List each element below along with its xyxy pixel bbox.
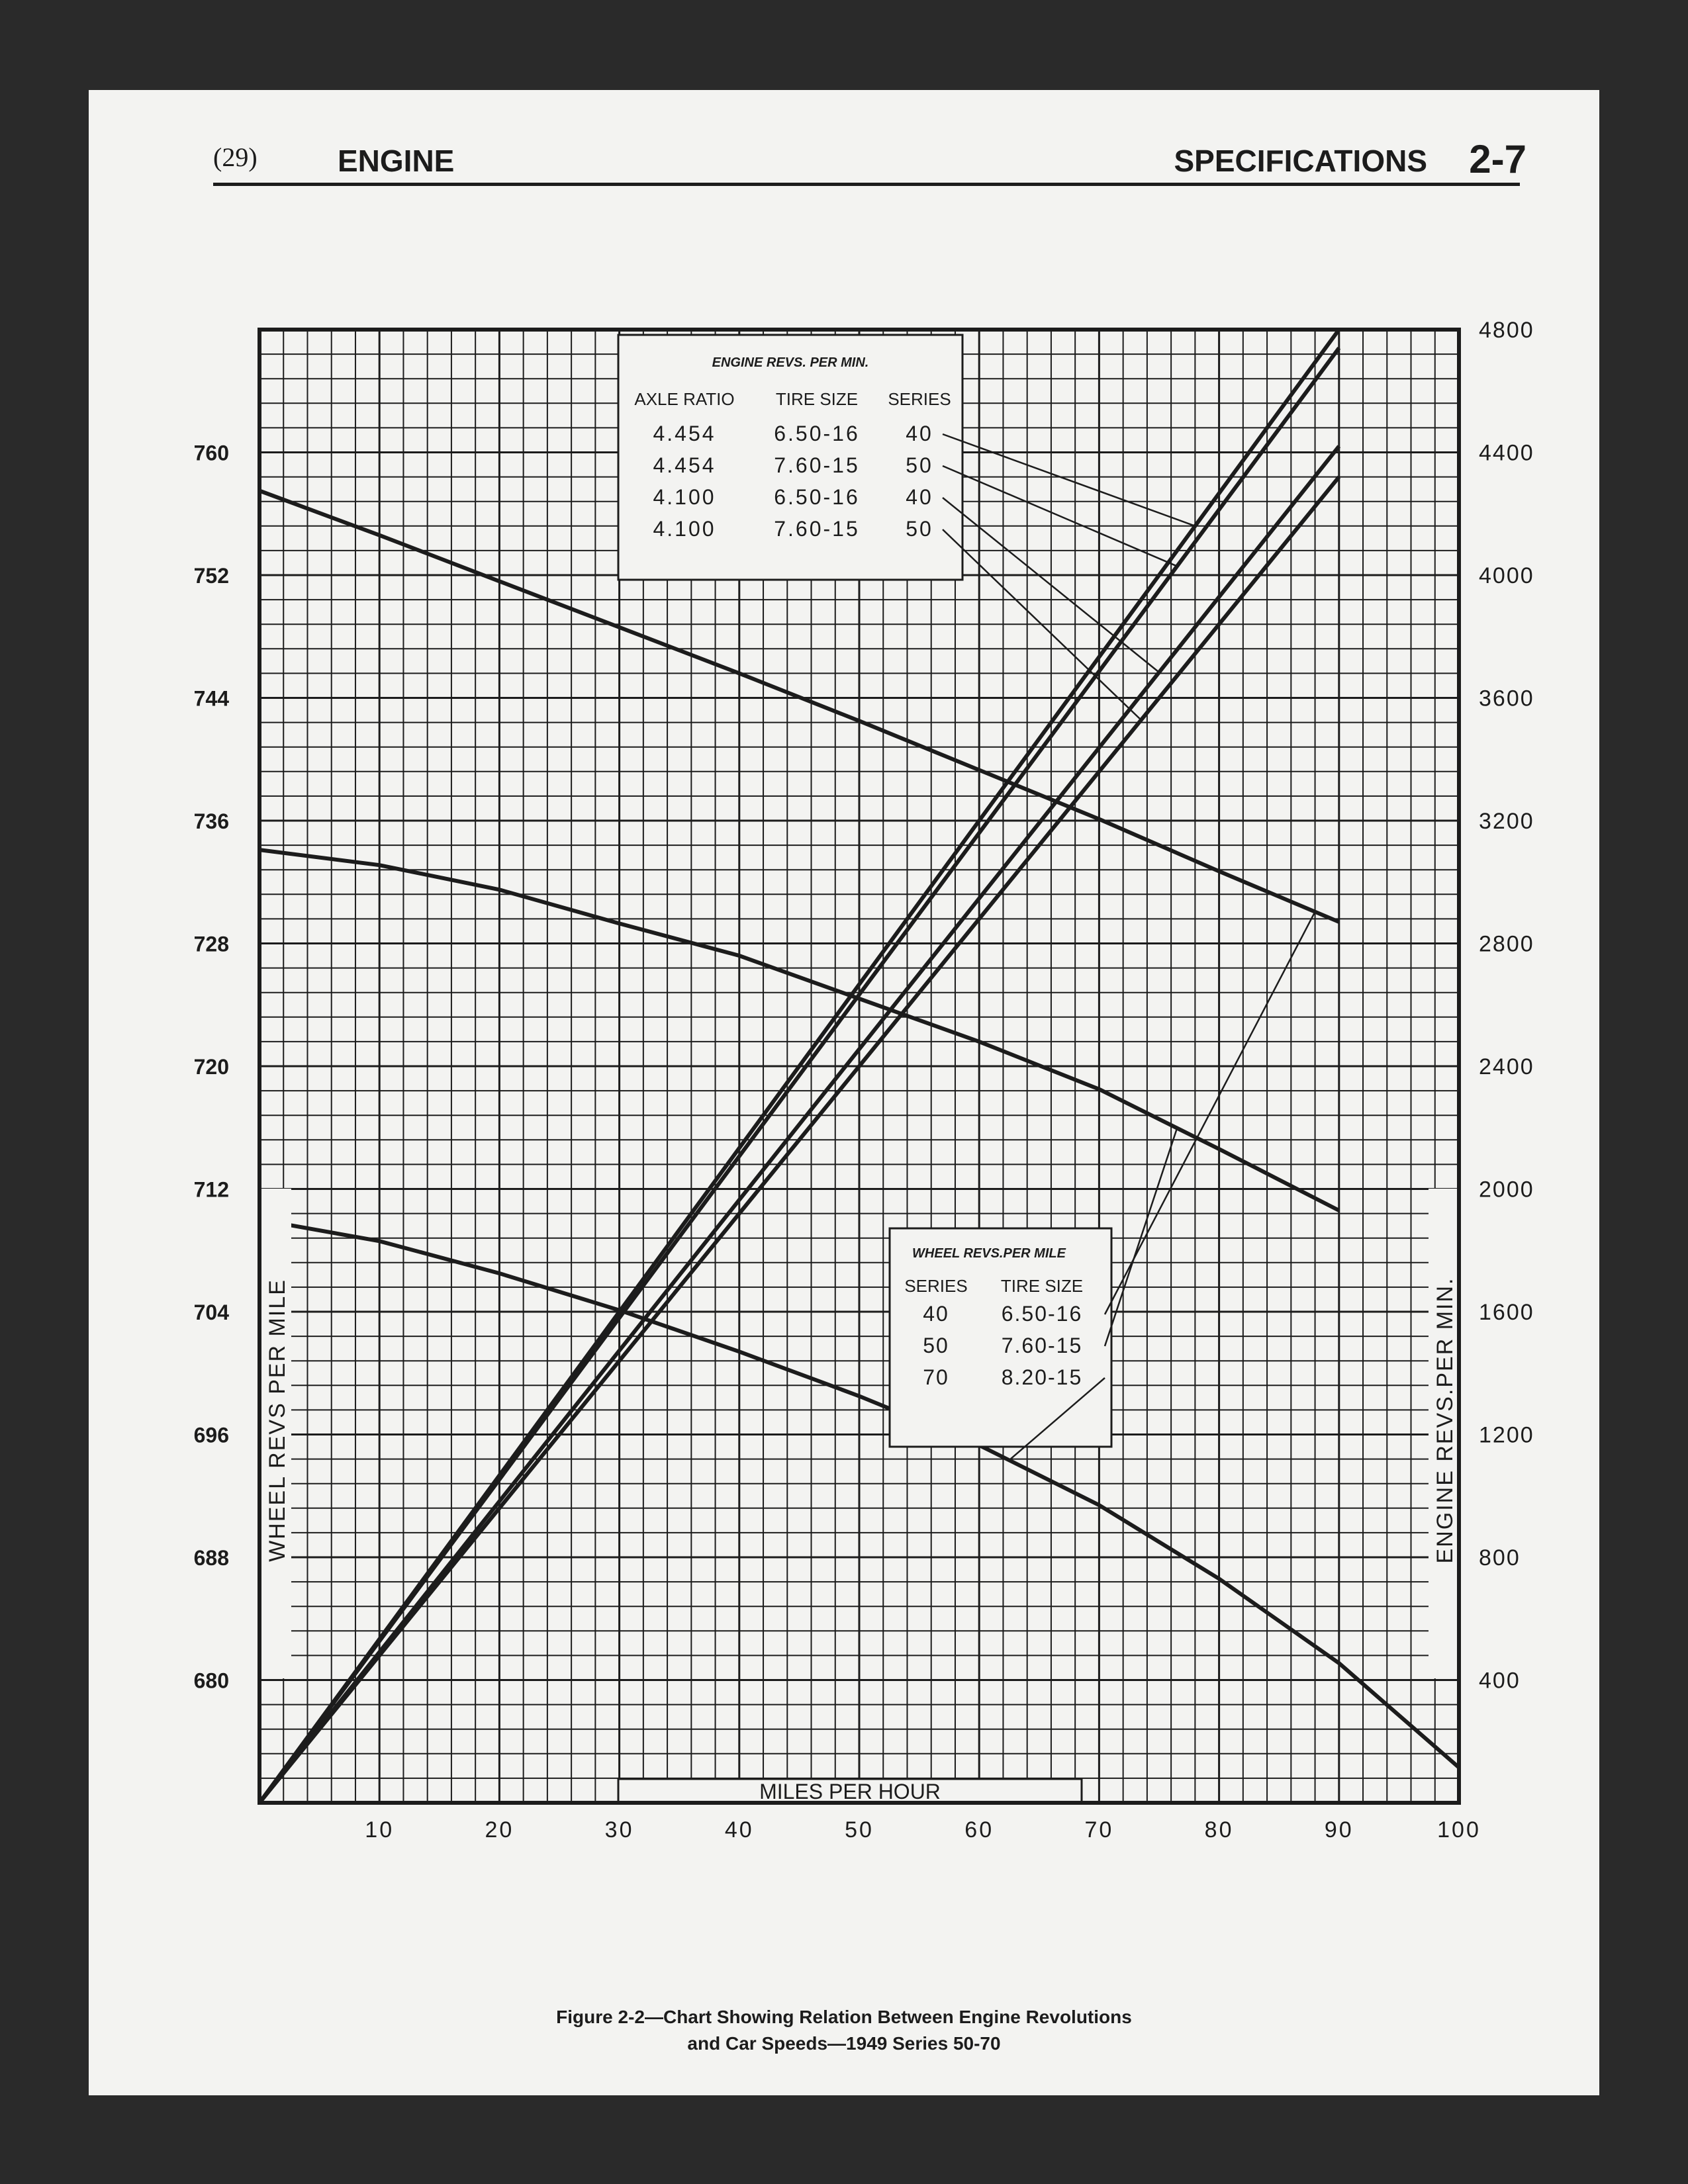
y-right-tick-label: 400 bbox=[1479, 1668, 1521, 1694]
engine-legend-column: AXLE RATIO bbox=[634, 389, 735, 409]
manual-page bbox=[89, 90, 1599, 2095]
y-left-tick-label: 744 bbox=[193, 686, 229, 711]
engine-legend-cell: 4.454 bbox=[653, 453, 716, 477]
wheel-legend-cell: 6.50-16 bbox=[1001, 1302, 1083, 1326]
wheel-legend-cell: 50 bbox=[923, 1334, 949, 1357]
y-right-tick-label: 4000 bbox=[1479, 563, 1534, 588]
x-axis-title: MILES PER HOUR bbox=[759, 1780, 941, 1803]
engine-legend-cell: 6.50-16 bbox=[774, 422, 860, 445]
y-right-tick-label: 2400 bbox=[1479, 1054, 1534, 1079]
x-tick-label: 20 bbox=[485, 1817, 514, 1843]
y-right-tick-label: 800 bbox=[1479, 1545, 1521, 1570]
y-left-tick-label: 688 bbox=[193, 1546, 229, 1570]
wheel-legend-cell: 8.20-15 bbox=[1001, 1365, 1083, 1389]
x-tick-label: 60 bbox=[964, 1817, 994, 1843]
y-left-tick-label: 752 bbox=[193, 564, 229, 588]
engine-legend-cell: 50 bbox=[906, 517, 933, 541]
y-left-tick-label: 680 bbox=[193, 1668, 229, 1693]
wheel-legend-title: WHEEL REVS.PER MILE bbox=[912, 1246, 1066, 1261]
figure-caption bbox=[89, 2004, 1599, 2057]
y-left-tick-label: 720 bbox=[193, 1055, 229, 1079]
page-reference: (29) bbox=[213, 142, 258, 172]
y-left-tick-label: 736 bbox=[193, 809, 229, 833]
x-tick-label: 10 bbox=[365, 1817, 395, 1843]
y-left-tick-label: 728 bbox=[193, 932, 229, 956]
wheel-legend-cell: 7.60-15 bbox=[1001, 1334, 1083, 1357]
engine-speed-chart bbox=[89, 90, 1599, 1983]
engine-legend-cell: 50 bbox=[906, 453, 933, 477]
engine-revs-line-3 bbox=[259, 446, 1339, 1803]
wheel-legend-cell: 70 bbox=[923, 1365, 949, 1389]
wheel-legend-cell: 40 bbox=[923, 1302, 949, 1326]
engine-legend-cell: 4.100 bbox=[653, 517, 716, 541]
left-axis-title: WHEEL REVS PER MILE bbox=[265, 1279, 290, 1562]
y-right-tick-label: 1600 bbox=[1479, 1300, 1534, 1325]
engine-legend-cell: 6.50-16 bbox=[774, 485, 860, 509]
x-tick-label: 30 bbox=[604, 1817, 634, 1843]
x-tick-label: 90 bbox=[1324, 1817, 1354, 1843]
chapter-title: SPECIFICATIONS bbox=[1174, 144, 1427, 178]
right-axis-title: ENGINE REVS.PER MIN. bbox=[1432, 1277, 1458, 1564]
caption-line-1: Figure 2-2—Chart Showing Relation Between Engine Revolutions bbox=[556, 2007, 1132, 2027]
engine-legend-cell: 4.100 bbox=[653, 485, 716, 509]
x-tick-label: 40 bbox=[724, 1817, 754, 1843]
wheel-legend-leader bbox=[1105, 912, 1315, 1314]
engine-legend-column: TIRE SIZE bbox=[775, 389, 859, 409]
y-left-tick-label: 696 bbox=[193, 1423, 229, 1447]
y-left-tick-label: 712 bbox=[193, 1177, 229, 1202]
x-tick-label: 70 bbox=[1084, 1817, 1114, 1843]
x-tick-label: 50 bbox=[845, 1817, 874, 1843]
y-left-tick-label: 760 bbox=[193, 441, 229, 465]
y-right-tick-label: 3600 bbox=[1479, 686, 1534, 711]
y-right-tick-label: 4800 bbox=[1479, 318, 1534, 343]
caption-line-2: and Car Speeds—1949 Series 50-70 bbox=[687, 2033, 1001, 2054]
engine-legend-column: SERIES bbox=[888, 389, 951, 409]
engine-legend-cell: 4.454 bbox=[653, 422, 716, 445]
y-right-tick-label: 1200 bbox=[1479, 1422, 1534, 1448]
engine-legend-cell: 40 bbox=[906, 485, 933, 509]
page-number: 2-7 bbox=[1469, 137, 1526, 181]
wheel-legend-column: SERIES bbox=[904, 1276, 968, 1296]
engine-legend-cell: 40 bbox=[906, 422, 933, 445]
engine-legend-leader bbox=[943, 434, 1195, 526]
engine-legend-cell: 7.60-15 bbox=[774, 453, 860, 477]
x-tick-label: 100 bbox=[1437, 1817, 1481, 1843]
engine-legend-title: ENGINE REVS. PER MIN. bbox=[712, 355, 869, 370]
y-right-tick-label: 4400 bbox=[1479, 440, 1534, 466]
wheel-legend-leader bbox=[1105, 1128, 1177, 1346]
x-tick-label: 80 bbox=[1204, 1817, 1234, 1843]
section-title: ENGINE bbox=[338, 144, 455, 178]
engine-legend-cell: 7.60-15 bbox=[774, 517, 860, 541]
y-right-tick-label: 2000 bbox=[1479, 1177, 1534, 1203]
wheel-revs-line-2 bbox=[259, 850, 1339, 1210]
y-right-tick-label: 3200 bbox=[1479, 809, 1534, 834]
y-left-tick-label: 704 bbox=[193, 1300, 229, 1324]
wheel-legend-column: TIRE SIZE bbox=[1000, 1276, 1084, 1296]
y-right-tick-label: 2800 bbox=[1479, 931, 1534, 957]
